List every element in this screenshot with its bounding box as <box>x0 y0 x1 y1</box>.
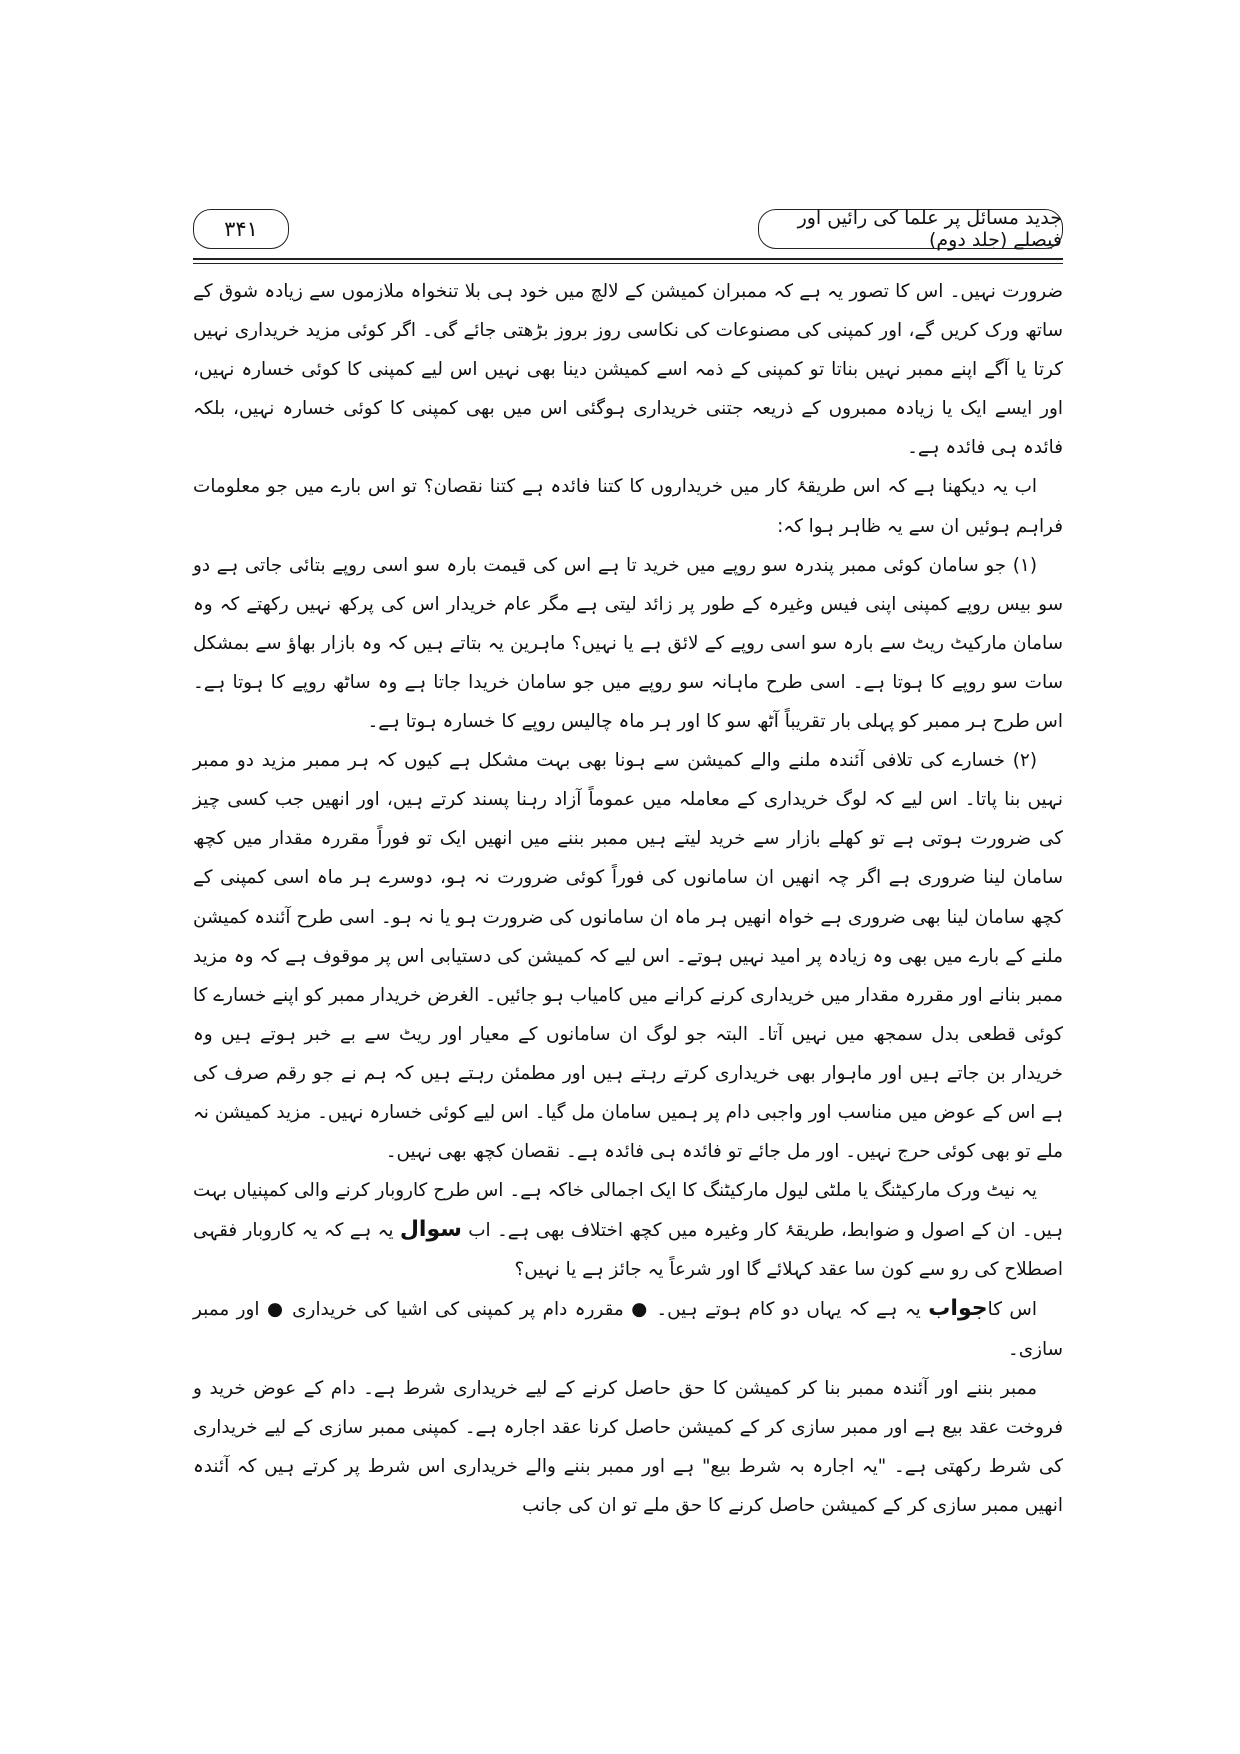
paragraph-6-pre: اس کا <box>987 1299 1037 1321</box>
paragraph-7: ممبر بننے اور آئندہ ممبر بنا کر کمیشن کا حق حاصل کرنے کے لیے خریداری شرط ہے۔ دام کے عوض خرید و فروخت عقد بیع ہے اور ممبر سازی کر کے کمیشن حاصل کرنا عقد اجارہ ہے۔ کمپنی ممبر سازی کے لیے خریداری کی شرط رکھتی ہے۔ "یہ اجارہ بہ شرط بیع" ہے اور ممبر بننے والے خریداری اس شرط پر کرتے ہیں کہ آئندہ انھیں ممبر سازی کر کے کمیشن حاصل کرنے کا حق ملے تو ان کی جانب <box>193 1377 1063 1516</box>
header-rule-top <box>193 258 1063 260</box>
header-rule-bottom <box>193 263 1063 264</box>
book-title: جدید مسائل پر علما کی رائیں اور فیصلے (جلد دوم) <box>758 209 1063 249</box>
paragraph-3: (۱) جو سامان کوئی ممبر پندرہ سو روپے میں خرید تا ہے اس کی قیمت بارہ سو اسی روپے بتائی جاتی ہے دو سو بیس روپے کمپنی اپنی فیس وغیرہ کے طور پر زائد لیتی ہے مگر عام خریدار اس کی پرکھ نہیں رکھتے کہ وہ سامان مارکیٹ ریٹ سے بارہ سو اسی روپے کے لائق ہے یا نہیں؟ ماہرین یہ بتاتے ہیں کہ وہ بازار بھاؤ سے بمشکل سات سو روپے کا ہوتا ہے۔ اسی طرح ماہانہ سو روپے میں جو سامان خریدا جاتا ہے وہ ساٹھ روپے کا ہوتا ہے۔ اس طرح ہر ممبر کو پہلی بار تقریباً آٹھ سو کا اور ہر ماہ چالیس روپے کا خسارہ ہوتا ہے۔ <box>193 554 1063 733</box>
paragraph-6-rest: یہ ہے کہ یہاں دو کام ہوتے ہیں۔ ● مقررہ دام پر کمپنی کی اشیا کی خریداری ● اور ممبر سازی۔ <box>193 1299 1063 1360</box>
paragraph-5-rest: یہ ہے کہ یہ کاروبار فقہی اصطلاح کی رو سے کون سا عقد کہلائے گا اور شرعاً یہ جائز ہے یا نہیں؟ <box>193 1220 1063 1281</box>
body-text <box>193 272 1063 1525</box>
paragraph-1: ضرورت نہیں۔ اس کا تصور یہ ہے کہ ممبران کمیشن کے لالچ میں خود ہی بلا تنخواہ ملازموں سے زیادہ شوق کے ساتھ ورک کریں گے، اور کمپنی کی مصنوعات کی نکاسی روز بروز بڑھتی جائے گی۔ اگر کوئی مزید خریداری نہیں کرتا یا آگے اپنے ممبر نہیں بناتا تو کمپنی کے ذمہ اسے کمیشن دینا بھی نہیں اس لیے کمپنی کا کوئی خسارہ نہیں، اور ایسے ایک یا زیادہ ممبروں کے ذریعہ جتنی خریداری ہوگئی اس میں بھی کمپنی کا کوئی خسارہ نہیں، بلکہ فائدہ ہی فائدہ ہے۔ <box>193 281 1063 459</box>
paragraph-2: اب یہ دیکھنا ہے کہ اس طریقۂ کار میں خریداروں کا کتنا فائدہ ہے کتنا نقصان؟ تو اس بارے میں جو معلومات فراہم ہوئیں ان سے یہ ظاہر ہوا کہ: <box>193 476 1063 537</box>
question-heading: سوال <box>399 1217 462 1243</box>
paragraph-5 <box>193 1171 1063 1289</box>
page-number: ۳۴۱ <box>193 209 289 249</box>
paragraph-6 <box>193 1289 1063 1368</box>
paragraph-5-text: یہ نیٹ ورک مارکیٹنگ یا ملٹی لیول مارکیٹنگ کا ایک اجمالی خاکہ ہے۔ اس طرح کاروبار کرنے والی کمپنیاں بہت ہیں۔ ان کے اصول و ضوابط، طریقۂ کار وغیرہ میں کچھ اختلاف بھی ہے۔ اب <box>193 1180 1063 1242</box>
page-header <box>193 209 1063 251</box>
paragraph-4: (۲) خسارے کی تلافی آئندہ ملنے والے کمیشن سے ہونا بھی بہت مشکل ہے کیوں کہ ہر ممبر مزید دو ممبر نہیں بنا پاتا۔ اس لیے کہ لوگ خریداری کے معاملہ میں عموماً آزاد رہنا پسند کرتے ہیں، اور انھیں جب کسی چیز کی ضرورت ہوتی ہے تو کھلے بازار سے خرید لیتے ہیں ممبر بننے میں انھیں ایک تو فوراً مقررہ مقدار میں کچھ سامان لینا ضروری ہے اگر چہ انھیں ان سامانوں کی فوراً کوئی ضرورت نہ ہو، دوسرے ہر ماہ اسی کمپنی کے کچھ سامان لینا بھی ضروری ہے خواہ انھیں ہر ماہ ان سامانوں کی ضرورت ہو یا نہ ہو۔ اسی طرح آئندہ کمیشن ملنے کے بارے میں بھی وہ زیادہ پر امید نہیں ہوتے۔ اس لیے کہ کمیشن کی دستیابی اس پر موقوف ہے کہ وہ مزید ممبر بنانے اور مقررہ مقدار میں خریداری کرنے کرانے میں کامیاب ہو جائیں۔ الغرض خریدار ممبر کو اپنے خسارے کا کوئی قطعی بدل سمجھ میں نہیں آتا۔ البتہ جو لوگ ان سامانوں کے معیار اور ریٹ سے بے خبر ہوتے ہیں وہ خریدار بن جاتے ہیں اور ماہوار بھی خریداری کرتے رہتے ہیں اور مطمئن رہتے ہیں کہ ہم نے جو رقم صرف کی ہے اس کے عوض میں مناسب اور واجبی دام پر ہمیں سامان مل گیا۔ اس لیے کوئی خسارہ نہیں۔ مزید کمیشن نہ ملے تو بھی کوئی حرج نہیں۔ اور مل جائے تو فائدہ ہی فائدہ ہے۔ نقصان کچھ بھی نہیں۔ <box>193 750 1063 1163</box>
answer-heading: جواب <box>928 1296 988 1322</box>
